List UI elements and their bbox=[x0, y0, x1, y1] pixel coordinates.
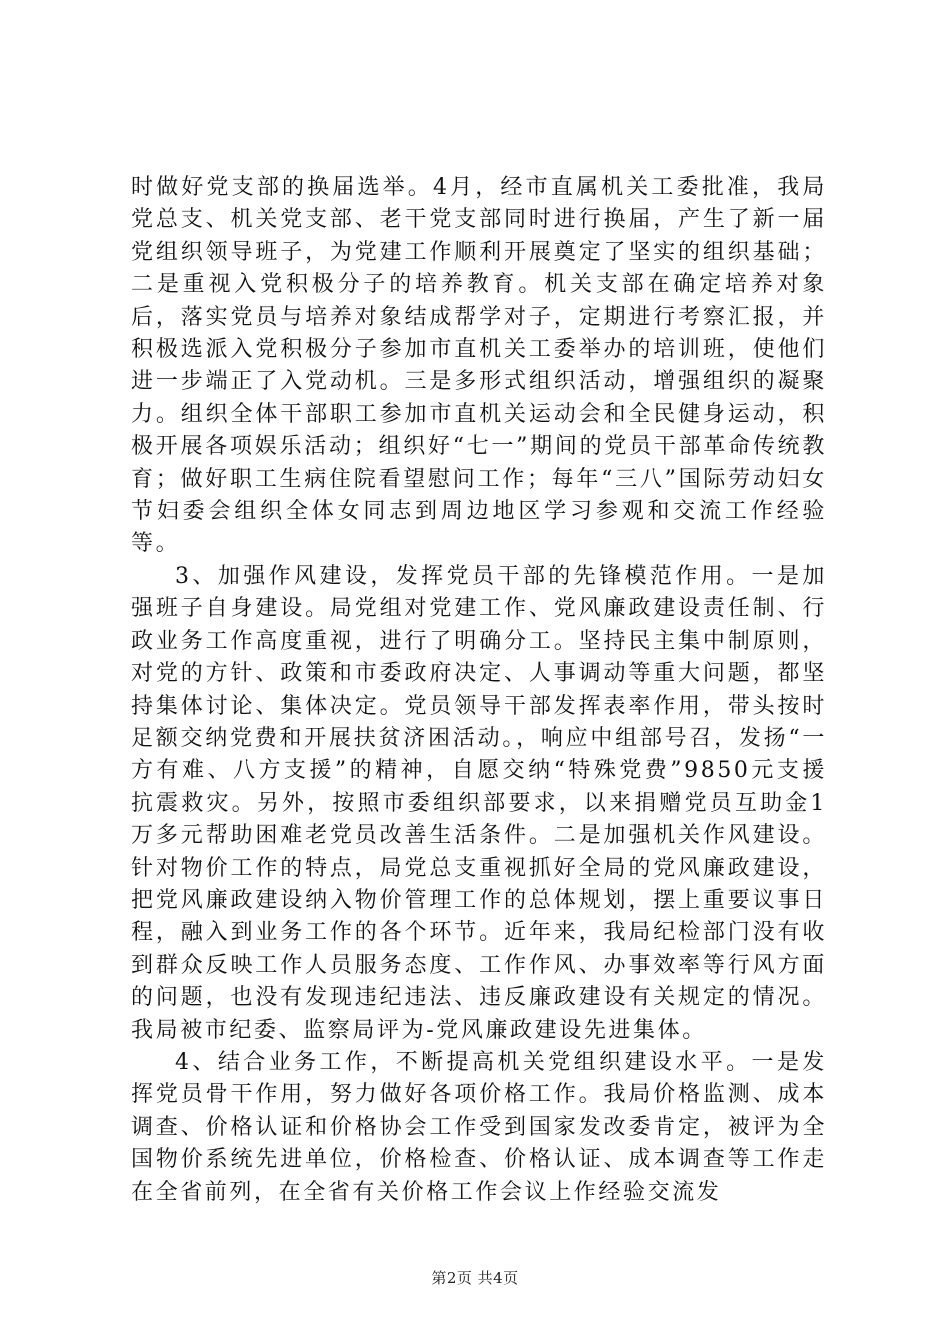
body-text bbox=[131, 172, 827, 1209]
paragraph-continuation: 时做好党支部的换届选举。4月，经市直属机关工委批准，我局党总支、机关党支部、老干党支部同时进行换届，产生了新一届党组织领导班子，为党建工作顺利开展奠定了坚实的组织基础；二是重视入党积极分子的培养教育。机关支部在确定培养对象后，落实党员与培养对象结成帮学对子，定期进行考察汇报，并积极选派入党积极分子参加市直机关工委举办的培训班，使他们进一步端正了入党动机。三是多形式组织活动，增强组织的凝聚力。组织全体干部职工参加市直机关运动会和全民健身运动，积极开展各项娱乐活动；组织好“七一”期间的党员干部革命传统教育；做好职工生病住院看望慰问工作；每年“三八”国际劳动妇女节妇委会组织全体女同志到周边地区学习参观和交流工作经验等。 bbox=[131, 175, 827, 557]
paragraph-section-4: 4、结合业务工作，不断提高机关党组织建设水平。一是发挥党员骨干作用，努力做好各项价格工作。我局价格监测、成本调查、价格认证和价格协会工作受到国家发改委肯定，被评为全国物价系统先进单位，价格检查、价格认证、成本调查等工作走在全省前列，在全省有关价格工作会议上作经验交流发 bbox=[131, 1049, 827, 1205]
paragraph-section-3: 3、加强作风建设，发挥党员干部的先锋模范作用。一是加强班子自身建设。局党组对党建工作、党风廉政建设责任制、行政业务工作高度重视，进行了明确分工。坚持民主集中制原则，对党的方针、政策和市委政府决定、人事调动等重大问题，都坚持集体讨论、集体决定。党员领导干部发挥表率作用，带头按时足额交纳党费和开展扶贫济困活动。，响应中组部号召，发扬“一方有难、八方支援”的精神，自愿交纳“特殊党费”9850元支援抗震救灾。另外，按照市委组织部要求，以来捐赠党员互助金1万多元帮助困难老党员改善生活条件。二是加强机关作风建设。针对物价工作的特点，局党总支重视抓好全局的党风廉政建设，把党风廉政建设纳入物价管理工作的总体规划，摆上重要议事日程，融入到业务工作的各个环节。近年来，我局纪检部门没有收到群众反映工作人员服务态度、工作作风、办事效率等行风方面的问题，也没有发现违纪违法、违反廉政建设有关规定的情况。我局被市纪委、监察局评为-党风廉政建设先进集体。 bbox=[131, 563, 827, 1043]
page-footer: 第2页 共4页 bbox=[431, 1269, 519, 1287]
